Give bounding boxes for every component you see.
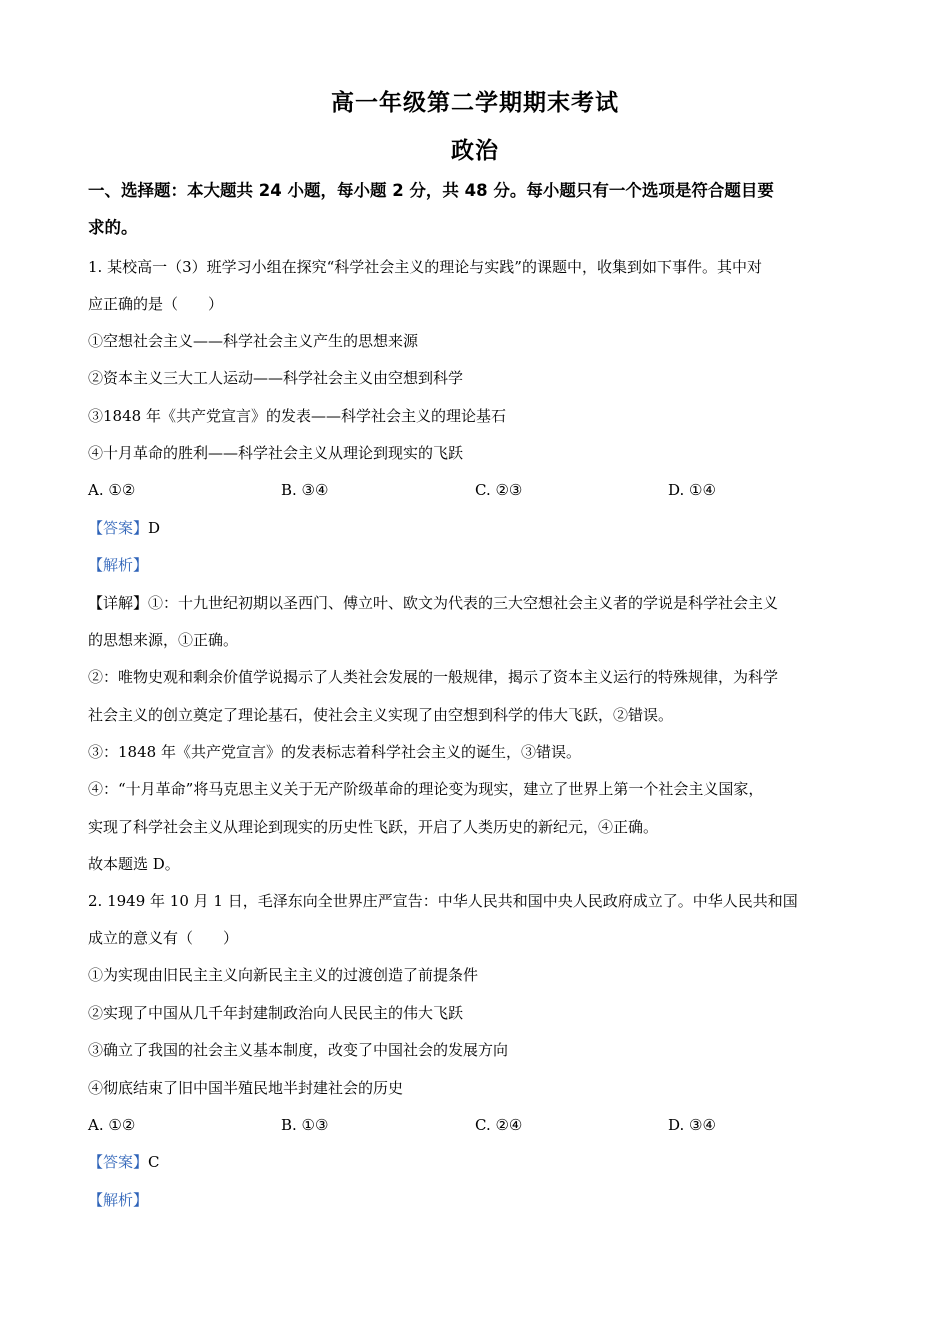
analysis-label: 【解析】: [88, 1191, 149, 1209]
section-heading: [88, 172, 868, 246]
q1-option-d: D. ①④: [668, 481, 716, 499]
q1-detail-text-1: ①：十九世纪初期以圣西门、傅立叶、欧文为代表的三大空想社会主义者的学说是科学社会主义: [148, 594, 779, 612]
q2-option-a: A. ①②: [88, 1116, 136, 1134]
q1-option-b: B. ③④: [281, 481, 329, 499]
q2-analysis: [88, 1190, 868, 1210]
q1-detail-line-1: [88, 593, 868, 613]
q1-item-3: ③1848 年《共产党宣言》的发表——科学社会主义的理论基石: [88, 407, 506, 425]
detail-label: 【详解】: [88, 594, 149, 612]
q2-option-c: C. ②④: [475, 1116, 523, 1134]
q1-stem-line-1: 1. 某校高一（3）班学习小组在探究“科学社会主义的理论与实践”的课题中，收集到如下事件。其中对: [88, 258, 762, 276]
q1-detail-line-7: 实现了科学社会主义从理论到现实的历史性飞跃，开启了人类历史的新纪元，④正确。: [88, 818, 659, 836]
q1-item-1: ①空想社会主义——科学社会主义产生的思想来源: [88, 332, 419, 350]
q2-stem-line-2: 成立的意义有（ ）: [88, 929, 239, 947]
q1-detail-line-8: 故本题选 D。: [88, 855, 180, 873]
q1-detail-line-6: ④：“十月革命”将马克思主义关于无产阶级革命的理论变为现实，建立了世界上第一个社会主义国家，: [88, 780, 764, 798]
q1-detail-line-3: ②：唯物史观和剩余价值学说揭示了人类社会发展的一般规律，揭示了资本主义运行的特殊规律，为科学: [88, 668, 779, 686]
q1-detail-line-5: ③：1848 年《共产党宣言》的发表标志着科学社会主义的诞生，③错误。: [88, 743, 581, 761]
q1-item-2: ②资本主义三大工人运动——科学社会主义由空想到科学: [88, 369, 464, 387]
section-heading-line-1: 一、选择题：本大题共 24 小题，每小题 2 分，共 48 分。每小题只有一个选项是符合题目要: [88, 181, 774, 200]
q2-item-3: ③确立了我国的社会主义基本制度，改变了中国社会的发展方向: [88, 1041, 509, 1059]
q1-item-4: ④十月革命的胜利——科学社会主义从理论到现实的飞跃: [88, 444, 464, 462]
q1-detail-line-4: 社会主义的创立奠定了理论基石，使社会主义实现了由空想到科学的伟大飞跃，②错误。: [88, 706, 674, 724]
q1-answer-value: D: [148, 519, 161, 537]
answer-label: 【答案】: [88, 519, 149, 537]
q1-analysis: [88, 555, 868, 575]
q1-option-a: A. ①②: [88, 481, 136, 499]
analysis-label: 【解析】: [88, 556, 149, 574]
q2-option-d: D. ③④: [668, 1116, 716, 1134]
exam-subject: 政治: [451, 138, 499, 164]
exam-title: 高一年级第二学期期末考试: [331, 90, 619, 116]
q2-stem-line-1: 2. 1949 年 10 月 1 日，毛泽东向全世界庄严宣告：中华人民共和国中央人民政府成立了。中华人民共和国: [88, 892, 798, 910]
q2-option-b: B. ①③: [281, 1116, 329, 1134]
section-heading-line-2: 求的。: [88, 218, 138, 237]
q2-answer-value: C: [148, 1153, 160, 1171]
answer-label: 【答案】: [88, 1153, 149, 1171]
q1-answer: [88, 518, 868, 538]
q1-option-c: C. ②③: [475, 481, 523, 499]
q2-item-2: ②实现了中国从几千年封建制政治向人民民主的伟大飞跃: [88, 1004, 464, 1022]
q2-item-4: ④彻底结束了旧中国半殖民地半封建社会的历史: [88, 1079, 404, 1097]
q1-detail-line-2: 的思想来源，①正确。: [88, 631, 239, 649]
q1-stem-line-2: 应正确的是（ ）: [88, 295, 224, 313]
q2-item-1: ①为实现由旧民主主义向新民主主义的过渡创造了前提条件: [88, 966, 479, 984]
q2-answer: [88, 1152, 868, 1172]
